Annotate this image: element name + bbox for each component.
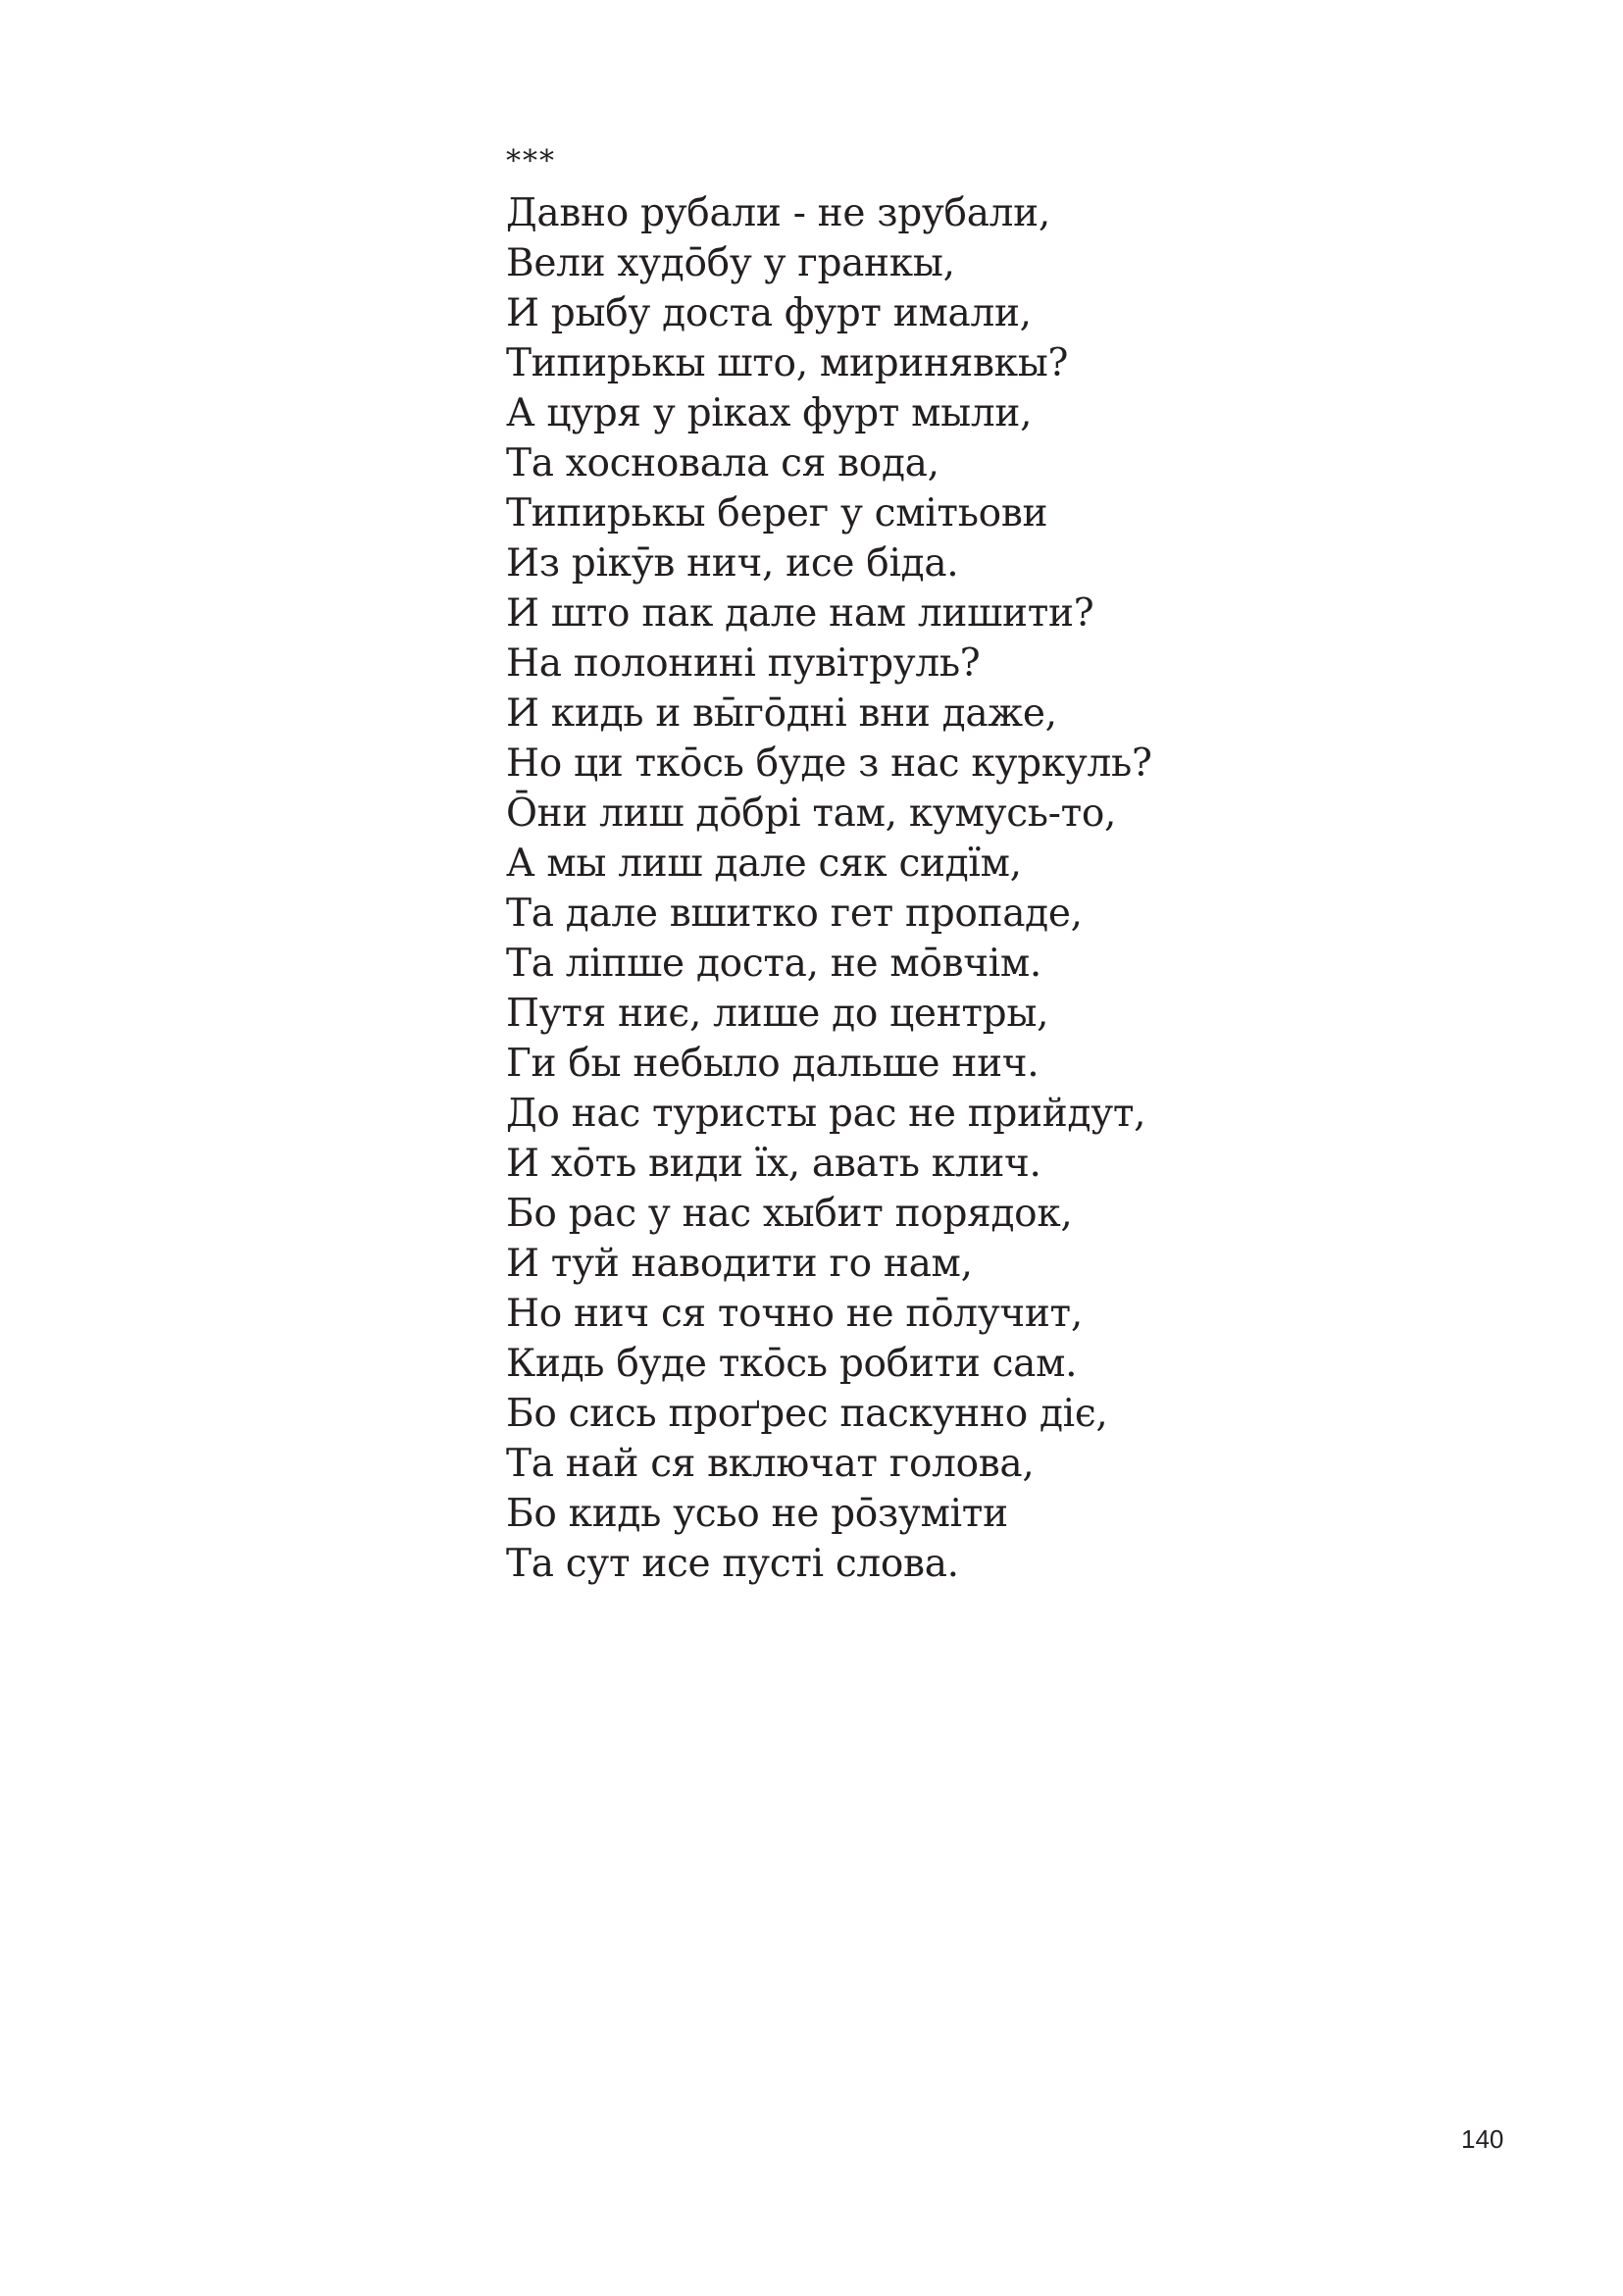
poem-line: До нас туристы рас не прийдут, bbox=[506, 1092, 1146, 1136]
poem-line: Кидь буде тко̄сь робити сам. bbox=[506, 1342, 1078, 1386]
page-number: 140 bbox=[1461, 2124, 1504, 2154]
poem-line: И кидь и вы̄го̄дні вни даже, bbox=[506, 691, 1057, 736]
poem-line: Бо рас у нас хыбит порядок, bbox=[506, 1192, 1073, 1236]
poem-line: Вели худо̄бу у гранкы, bbox=[506, 241, 955, 285]
poem-line: Типирькы што, миринявкы? bbox=[506, 341, 1069, 385]
poem-line: Но нич ся точно не по̄лучит, bbox=[506, 1292, 1083, 1336]
poem-line: О̄ни лиш до̄брі там, кумусь-то, bbox=[506, 791, 1117, 836]
poem-line: Та сут исе пусті слова. bbox=[506, 1542, 959, 1586]
poem-line: И што пак дале нам лишити? bbox=[506, 591, 1094, 636]
poem-line: Давно рубали - не зрубали, bbox=[506, 191, 1050, 235]
poem-line: И хо̄ть види їх, авать клич. bbox=[506, 1142, 1041, 1186]
poem-line: Та дале вшитко гет пропаде, bbox=[506, 892, 1083, 936]
poem-line: Типирькы берег у смітьови bbox=[506, 491, 1048, 536]
poem-line: Та ліпше доста, не мо̄вчім. bbox=[506, 942, 1042, 986]
poem-line: Та най ся включат голова, bbox=[506, 1442, 1035, 1486]
poem bbox=[506, 144, 1389, 1589]
poem-line: А цуря у ріках фурт мыли, bbox=[506, 391, 1033, 435]
poem-line: На полонині пувітруль? bbox=[506, 641, 981, 686]
poem-line: Путя ниє, лише до центры, bbox=[506, 992, 1049, 1036]
poem-line: А мы лиш дале сяк сидїм, bbox=[506, 842, 1022, 886]
poem-line: Ги бы небыло дальше нич. bbox=[506, 1042, 1040, 1086]
section-marker: *** bbox=[506, 144, 556, 179]
poem-line: Из рікӯв нич, исе біда. bbox=[506, 541, 959, 586]
poem-line: Бо сись проґрес паскунно діє, bbox=[506, 1392, 1108, 1436]
poem-line: Но ци тко̄сь буде з нас куркуль? bbox=[506, 741, 1152, 786]
poem-line: Та хосновала ся вода, bbox=[506, 441, 939, 485]
poem-line: Бо кидь усьо не ро̄зуміти bbox=[506, 1492, 1008, 1536]
poem-line: И рыбу доста фурт имали, bbox=[506, 291, 1032, 335]
poem-line: И туй наводити го нам, bbox=[506, 1242, 973, 1286]
